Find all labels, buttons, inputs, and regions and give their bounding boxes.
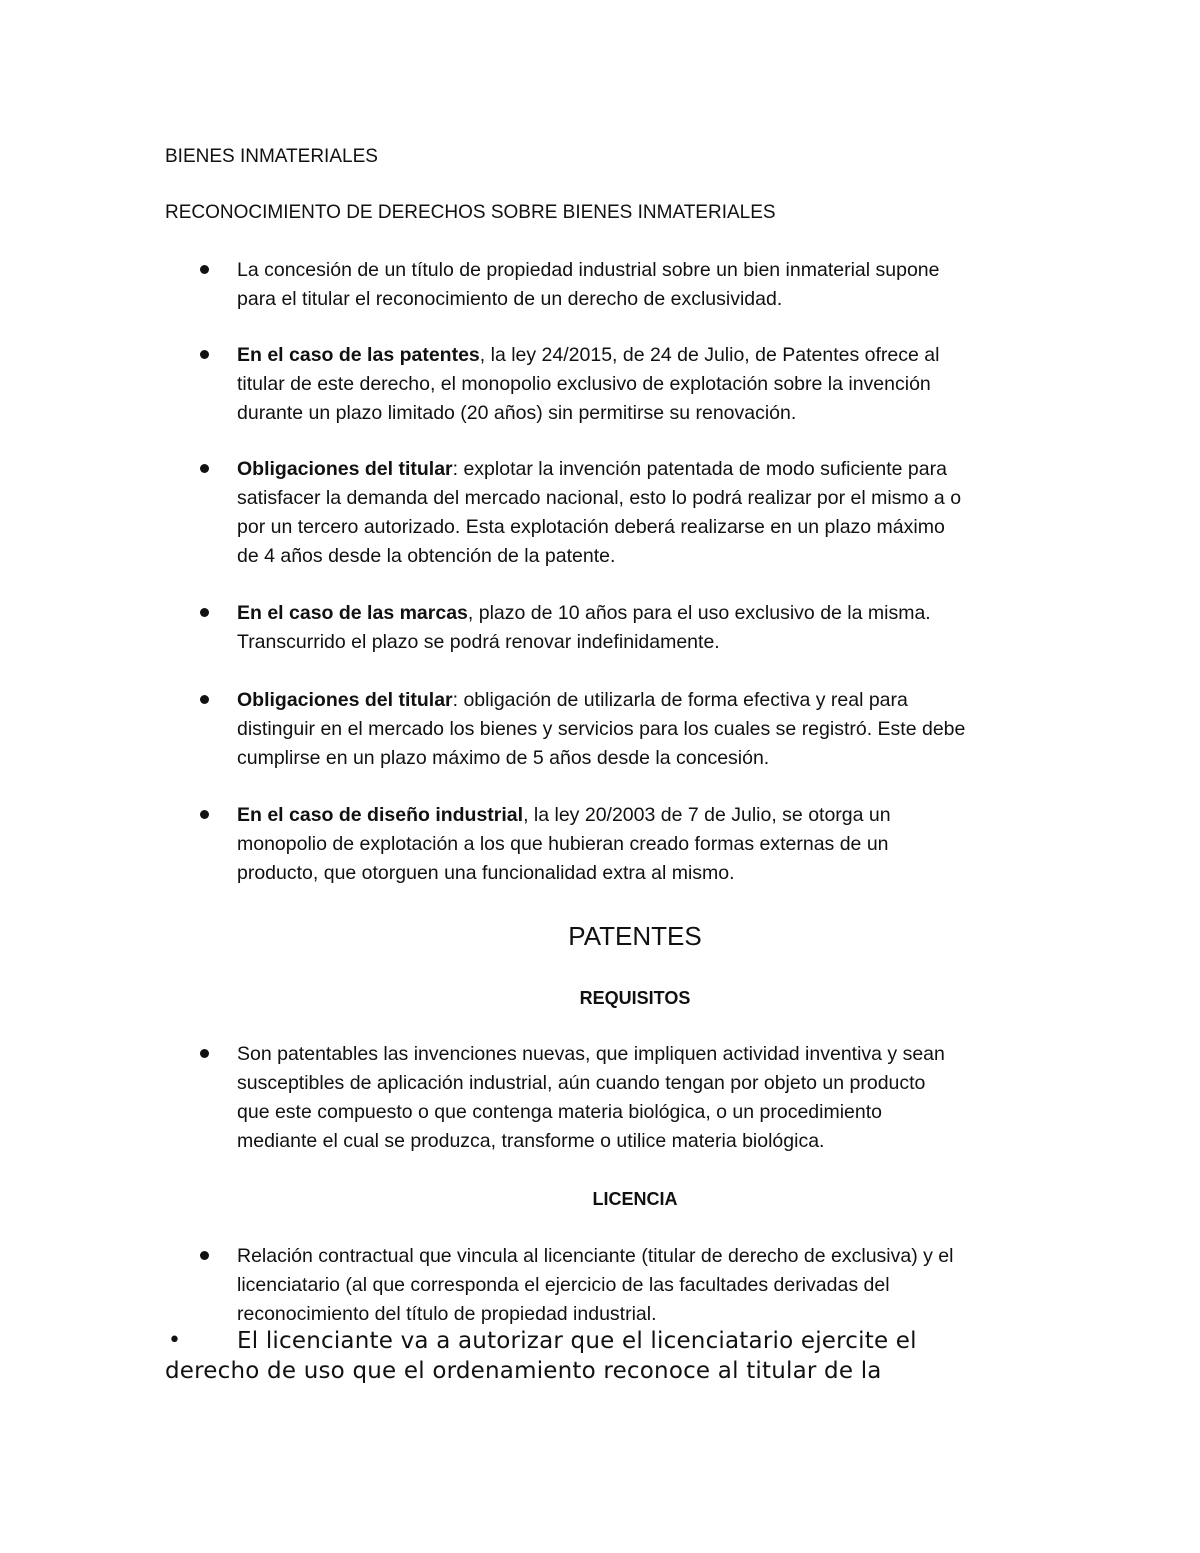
- list-item-line: durante un plazo limitado (20 años) sin permitirse su renovación.: [237, 402, 797, 424]
- list-item-line: Transcurrido el plazo se podrá renovar indefinidamente.: [237, 631, 720, 653]
- bullet-icon: [200, 608, 212, 620]
- list-item-line: [237, 801, 1057, 830]
- list-item: [237, 341, 1057, 428]
- bullet-icon: [200, 464, 212, 476]
- subsection-title-licencia: LICENCIA: [592, 1189, 678, 1209]
- list-item-line: susceptibles de aplicación industrial, aún cuando tengan por objeto un producto: [237, 1072, 926, 1094]
- list-item-text: , la ley 20/2003 de 7 de Julio, se otorga un: [523, 804, 891, 826]
- bullet-icon: [200, 1049, 212, 1061]
- list-item-text: : explotar la invención patentada de modo suficiente para: [452, 458, 947, 480]
- list-item-bold-lead: En el caso de las marcas: [237, 602, 468, 624]
- heading-bienes-inmateriales: BIENES INMATERIALES: [165, 146, 378, 167]
- list-item-line: [237, 341, 1057, 370]
- list-item-line: producto, que otorguen una funcionalidad extra al mismo.: [237, 862, 735, 884]
- list-item-line: [237, 686, 1057, 715]
- list-item-line: monopolio de explotación a los que hubieran creado formas externas de un: [237, 833, 889, 855]
- list-item-bold-lead: En el caso de las patentes: [237, 344, 480, 366]
- list-item-line: satisfacer la demanda del mercado nacional, esto lo podrá realizar por el mismo a o: [237, 487, 962, 509]
- list-item: [237, 1242, 1057, 1329]
- list-item-line: de 4 años desde la obtención de la patente.: [237, 545, 616, 567]
- list-item: [237, 599, 1057, 657]
- list-item-bold-lead: En el caso de diseño industrial: [237, 804, 524, 826]
- list-item-line: [237, 455, 1057, 484]
- list-item: [237, 686, 1057, 773]
- list-item-line: distinguir en el mercado los bienes y servicios para los cuales se registró. Este debe: [237, 718, 966, 740]
- list-item-line: La concesión de un título de propiedad industrial sobre un bien inmaterial supone: [237, 259, 940, 281]
- bullet-icon: [200, 810, 212, 822]
- list-item-line: que este compuesto o que contenga materia biológica, o un procedimiento: [237, 1101, 883, 1123]
- list-item: [237, 801, 1057, 888]
- bullet-icon: [200, 695, 212, 707]
- heading-reconocimiento: RECONOCIMIENTO DE DERECHOS SOBRE BIENES INMATERIALES: [165, 202, 776, 223]
- list-item-line: mediante el cual se produzca, transforme o utilice materia biológica.: [237, 1130, 825, 1152]
- list-item: [237, 455, 1057, 571]
- list-item-line: por un tercero autorizado. Esta explotación deberá realizarse en un plazo máximo: [237, 516, 945, 538]
- tail-line: El licenciante va a autorizar que el licenciatario ejercite el: [237, 1328, 917, 1354]
- list-item-line: [237, 599, 1057, 628]
- bullet-icon: [200, 265, 212, 277]
- bullet-icon: •: [168, 1328, 181, 1353]
- list-item-bold-lead: Obligaciones del titular: [237, 458, 453, 480]
- list-item: [237, 1040, 1057, 1156]
- list-item-text: , plazo de 10 años para el uso exclusivo de la misma.: [467, 602, 931, 624]
- list-item-line: para el titular el reconocimiento de un derecho de exclusividad.: [237, 288, 783, 310]
- list-item-line: reconocimiento del título de propiedad industrial.: [237, 1303, 657, 1325]
- tail-line: derecho de uso que el ordenamiento reconoce al titular de la: [165, 1358, 882, 1384]
- bullet-icon: [200, 350, 212, 362]
- list-item-line: cumplirse en un plazo máximo de 5 años desde la concesión.: [237, 747, 770, 769]
- list-item-line: Son patentables las invenciones nuevas, que impliquen actividad inventiva y sean: [237, 1043, 945, 1065]
- list-item-text: , la ley 24/2015, de 24 de Julio, de Patentes ofrece al: [479, 344, 940, 366]
- section-title-patentes: PATENTES: [568, 921, 702, 951]
- list-item: [237, 256, 1057, 314]
- list-item-bold-lead: Obligaciones del titular: [237, 689, 453, 711]
- list-item-text: : obligación de utilizarla de forma efectiva y real para: [452, 689, 908, 711]
- list-item-line: Relación contractual que vincula al licenciante (titular de derecho de exclusiva) y el: [237, 1245, 954, 1267]
- list-item-line: titular de este derecho, el monopolio exclusivo de explotación sobre la invención: [237, 373, 931, 395]
- subsection-title-requisitos: REQUISITOS: [579, 988, 691, 1008]
- bullet-icon: [200, 1251, 212, 1263]
- list-item-line: licenciatario (al que corresponda el ejercicio de las facultades derivadas del: [237, 1274, 890, 1296]
